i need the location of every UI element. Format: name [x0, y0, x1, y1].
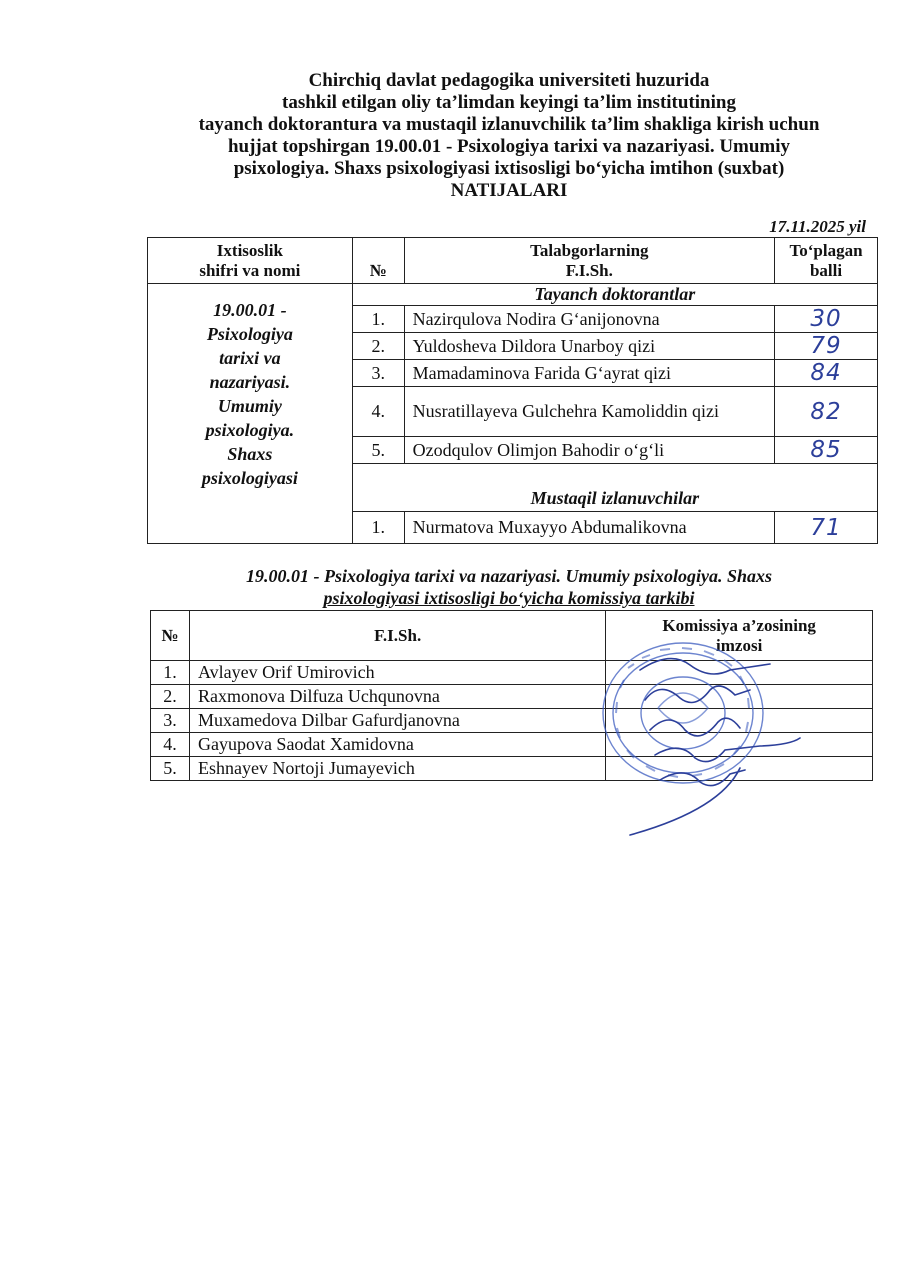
score-handwritten: 79 [775, 333, 878, 360]
signature-cell [606, 733, 873, 757]
col-name-header: Talabgorlarning F.I.Sh. [404, 238, 774, 284]
committee-title: 19.00.01 - Psixologiya tarixi va nazariyasi. Umumiy psixologiya. Shaxs psixologiyasi ixtisosligi bo‘yicha komissiya tarkibi [245, 566, 773, 608]
header-line-4: hujjat topshirgan 19.00.01 - Psixologiya tarixi va nazariyasi. Umumiy [227, 136, 791, 157]
results-header-row [148, 238, 878, 284]
score-handwritten: 82 [775, 387, 878, 437]
table-row: 4. Gayupova Saodat Xamidovna [151, 733, 873, 757]
table-row: 1. Nurmatova Muxayyo Abdumalikovna 71 [148, 512, 878, 544]
results-table [147, 237, 878, 544]
header-line-3: tayanch doktorantura va mustaqil izlanuvchilik ta’lim shakliga kirish uchun [198, 114, 820, 135]
header-title: NATIJALARI [450, 180, 568, 201]
table-row: 3. Muxamedova Dilbar Gafurdjanovna [151, 709, 873, 733]
table-row: 2. Raxmonova Dilfuza Uchqunovna [151, 685, 873, 709]
table-row: 5. Ozodqulov Olimjon Bahodir o‘g‘li 85 [148, 437, 878, 464]
document-header [0, 70, 912, 202]
section-independent: Mustaqil izlanuvchilar [352, 464, 877, 512]
committee-col-num: № [151, 611, 190, 661]
committee-col-name: F.I.Sh. [189, 611, 605, 661]
table-row: 1. Nazirqulova Nodira G‘anijonovna 30 [148, 306, 878, 333]
section-doctorants: Tayanch doktorantlar [352, 284, 877, 306]
document-date: 17.11.2025 yil [769, 217, 866, 236]
table-row: 1. Avlayev Orif Umirovich [151, 661, 873, 685]
header-line-5: psixologiya. Shaxs psixologiyasi ixtisosligi bo‘yicha imtihon (suxbat) [233, 158, 785, 179]
committee-col-sign: Komissiya a’zosining imzosi [606, 611, 873, 661]
specialty-cell: 19.00.01 - Psixologiya tarixi va nazariyasi. Umumiy psixologiya. Shaxs psixologiyasi [148, 284, 353, 544]
score-handwritten: 84 [775, 360, 878, 387]
committee-header-row [151, 611, 873, 661]
table-row: 4. Nusratillayeva Gulchehra Kamoliddin qizi 82 [148, 387, 878, 437]
signature-cell [606, 685, 873, 709]
signature-cell [606, 661, 873, 685]
table-row: 5. Eshnayev Nortoji Jumayevich [151, 757, 873, 781]
table-row: 3. Mamadaminova Farida G‘ayrat qizi 84 [148, 360, 878, 387]
col-score-header: To‘plagan balli [775, 238, 878, 284]
col-num-header: № [352, 238, 404, 284]
header-line-1: Chirchiq davlat pedagogika universiteti huzurida [308, 70, 710, 91]
signature-cell [606, 757, 873, 781]
score-handwritten: 85 [775, 437, 878, 464]
header-line-2: tashkil etilgan oliy ta’limdan keyingi ta’lim institutining [282, 92, 736, 113]
score-handwritten: 30 [775, 306, 878, 333]
signature-cell [606, 709, 873, 733]
score-handwritten: 71 [775, 512, 878, 544]
table-row: 2. Yuldosheva Dildora Unarboy qizi 79 [148, 333, 878, 360]
committee-table [150, 610, 873, 781]
col-specialty-header: Ixtisoslik shifri va nomi [148, 238, 353, 284]
